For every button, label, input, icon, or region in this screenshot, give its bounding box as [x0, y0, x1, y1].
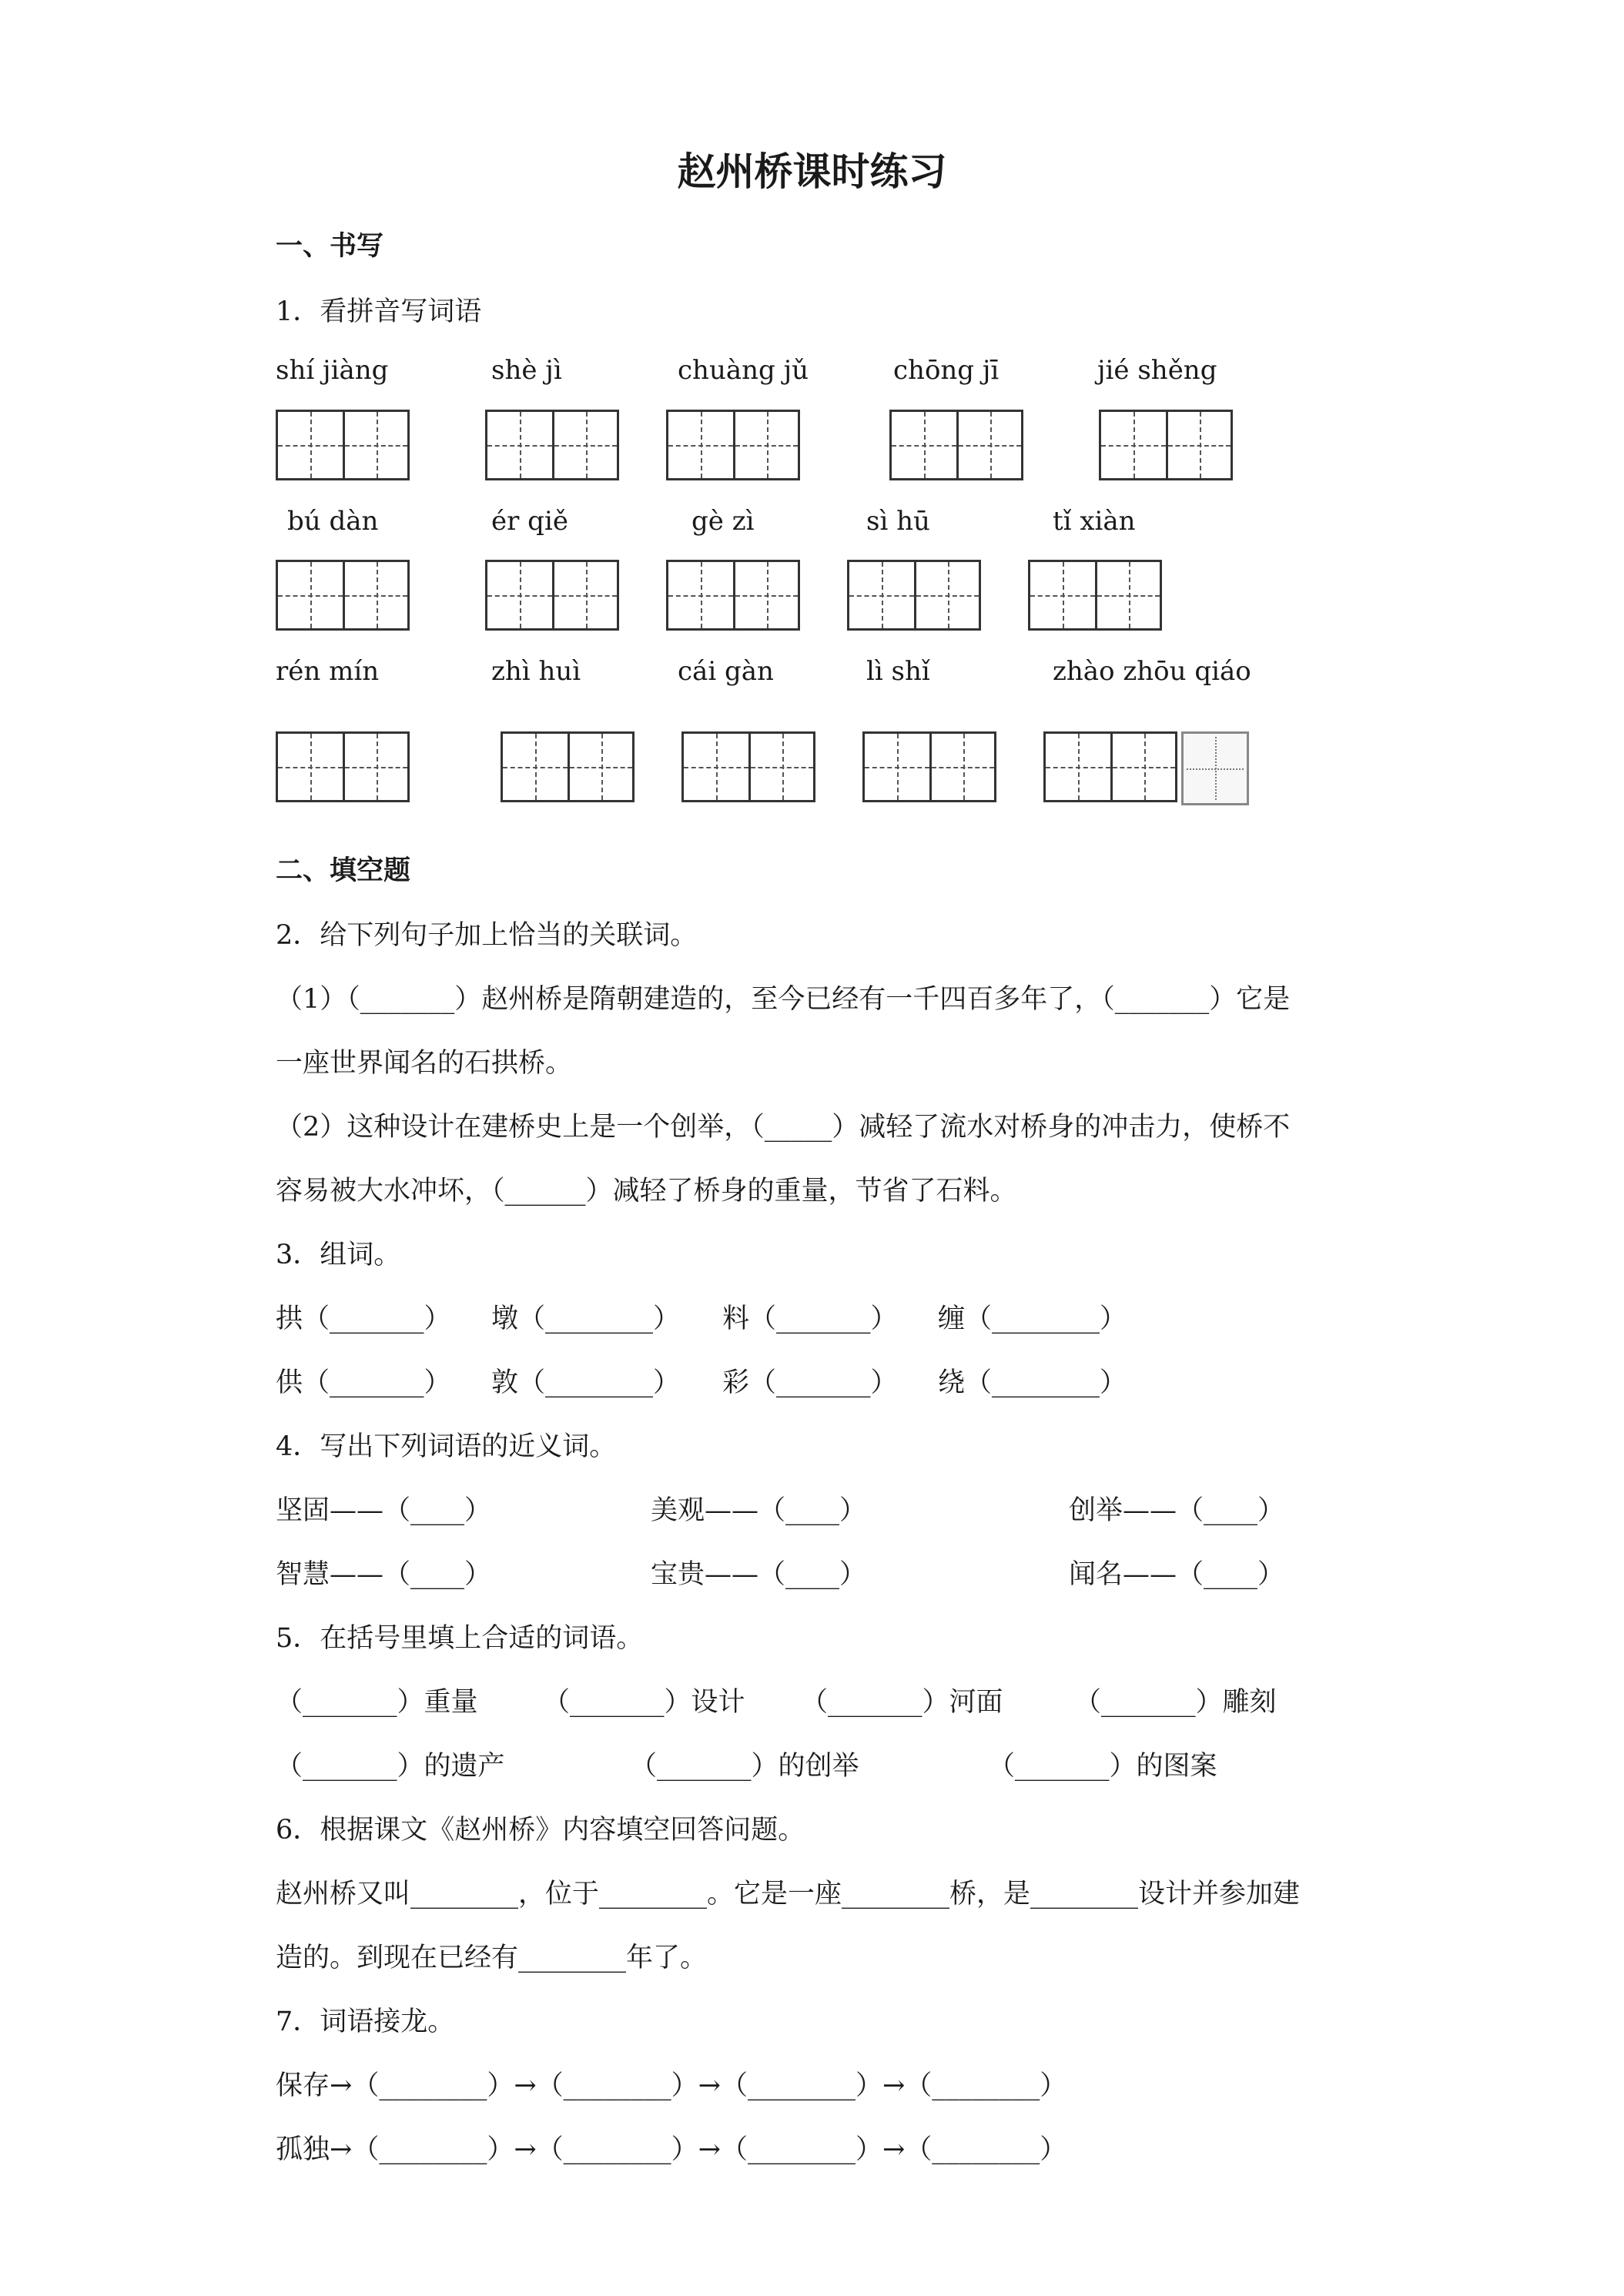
writing-grid[interactable]	[1028, 560, 1162, 631]
pinyin-label: ér qiě	[491, 506, 568, 537]
question-3-prompt: 3．组词。	[276, 1240, 401, 1270]
section-heading-fill-blank: 二、填空题	[276, 855, 411, 886]
section-heading-writing: 一、书写	[276, 230, 384, 262]
word-group-item: 墩（________）	[491, 1304, 681, 1334]
writing-grid[interactable]	[485, 560, 619, 631]
word-chain-line: 保存→（________）→（________）→（________）→（________）	[276, 2070, 1067, 2101]
pinyin-label: shè jì	[491, 355, 562, 386]
question-6-line: 造的。到现在已经有________年了。	[276, 1943, 708, 1973]
pinyin-label: cái gàn	[678, 656, 774, 687]
writing-grid[interactable]	[276, 731, 410, 802]
fill-word-item: （_______）河面	[801, 1687, 1003, 1718]
pinyin-label: gè zì	[691, 506, 755, 537]
pinyin-label: zhào zhōu qiáo	[1053, 656, 1251, 687]
writing-grid-wide[interactable]	[1043, 731, 1177, 802]
pinyin-label: bú dàn	[287, 506, 379, 537]
synonym-item: 智慧——（____）	[276, 1559, 492, 1590]
pinyin-label: zhì huì	[491, 656, 581, 687]
fill-word-item: （_______）重量	[276, 1687, 478, 1718]
word-group-item: 缠（________）	[938, 1304, 1127, 1334]
writing-grid[interactable]	[666, 410, 800, 480]
question-2-line: （1）（_______）赵州桥是隋朝建造的，至今已经有一千四百多年了，（_______）它是	[276, 984, 1291, 1015]
pinyin-label: shí jiàng	[276, 355, 389, 386]
fill-word-item: （_______）的遗产	[276, 1751, 505, 1782]
synonym-item: 创举——（____）	[1069, 1495, 1285, 1526]
writing-grid[interactable]	[276, 560, 410, 631]
synonym-item: 宝贵——（____）	[651, 1559, 867, 1590]
pinyin-label: chōng jī	[893, 355, 1000, 386]
writing-grid[interactable]	[501, 731, 635, 802]
fill-word-item: （_______）的创举	[630, 1751, 859, 1782]
writing-grid[interactable]	[889, 410, 1023, 480]
pinyin-label: sì hū	[866, 506, 930, 537]
fill-word-item: （_______）的图案	[988, 1751, 1217, 1782]
writing-grid-extra-cell[interactable]	[1181, 731, 1249, 805]
question-2-line: 容易被大水冲坏，（______）减轻了桥身的重量，节省了石料。	[276, 1176, 1017, 1207]
writing-grid[interactable]	[485, 410, 619, 480]
writing-grid[interactable]	[847, 560, 981, 631]
word-group-item: 彩（_______）	[722, 1367, 898, 1398]
question-6-line: 赵州桥又叫________，位于________。它是一座________桥，是________设计并参加建	[276, 1879, 1301, 1909]
question-5-prompt: 5．在括号里填上合适的词语。	[276, 1623, 644, 1654]
synonym-item: 美观——（____）	[651, 1495, 867, 1526]
writing-grid[interactable]	[681, 731, 815, 802]
writing-grid[interactable]	[276, 410, 410, 480]
word-chain-line: 孤独→（________）→（________）→（________）→（________）	[276, 2134, 1067, 2165]
pinyin-label: jié shěng	[1097, 355, 1217, 386]
word-group-item: 料（_______）	[722, 1304, 898, 1334]
word-group-item: 敦（________）	[491, 1367, 681, 1398]
question-7-prompt: 7．词语接龙。	[276, 2006, 455, 2037]
writing-grid[interactable]	[862, 731, 996, 802]
pinyin-label: rén mín	[276, 656, 380, 687]
writing-grid[interactable]	[1099, 410, 1233, 480]
fill-word-item: （_______）设计	[543, 1687, 745, 1718]
question-6-prompt: 6．根据课文《赵州桥》内容填空回答问题。	[276, 1815, 805, 1846]
synonym-item: 坚固——（____）	[276, 1495, 492, 1526]
question-2-prompt: 2．给下列句子加上恰当的关联词。	[276, 920, 698, 951]
word-group-item: 绕（________）	[938, 1367, 1127, 1398]
word-group-item: 拱（_______）	[276, 1304, 451, 1334]
page-title: 赵州桥课时练习	[677, 149, 947, 194]
question-2-line: 一座世界闻名的石拱桥。	[276, 1048, 573, 1079]
synonym-item: 闻名——（____）	[1069, 1559, 1285, 1590]
pinyin-label: chuàng jǔ	[678, 355, 809, 386]
fill-word-item: （_______）雕刻	[1074, 1687, 1277, 1718]
question-2-line: （2）这种设计在建桥史上是一个创举，（_____）减轻了流水对桥身的冲击力，使桥不	[276, 1112, 1291, 1143]
pinyin-label: tǐ xiàn	[1053, 506, 1136, 537]
question-1-prompt: 1．看拼音写词语	[276, 296, 482, 327]
word-group-item: 供（_______）	[276, 1367, 451, 1398]
pinyin-label: lì shǐ	[866, 656, 930, 687]
writing-grid[interactable]	[666, 560, 800, 631]
question-4-prompt: 4．写出下列词语的近义词。	[276, 1431, 617, 1462]
